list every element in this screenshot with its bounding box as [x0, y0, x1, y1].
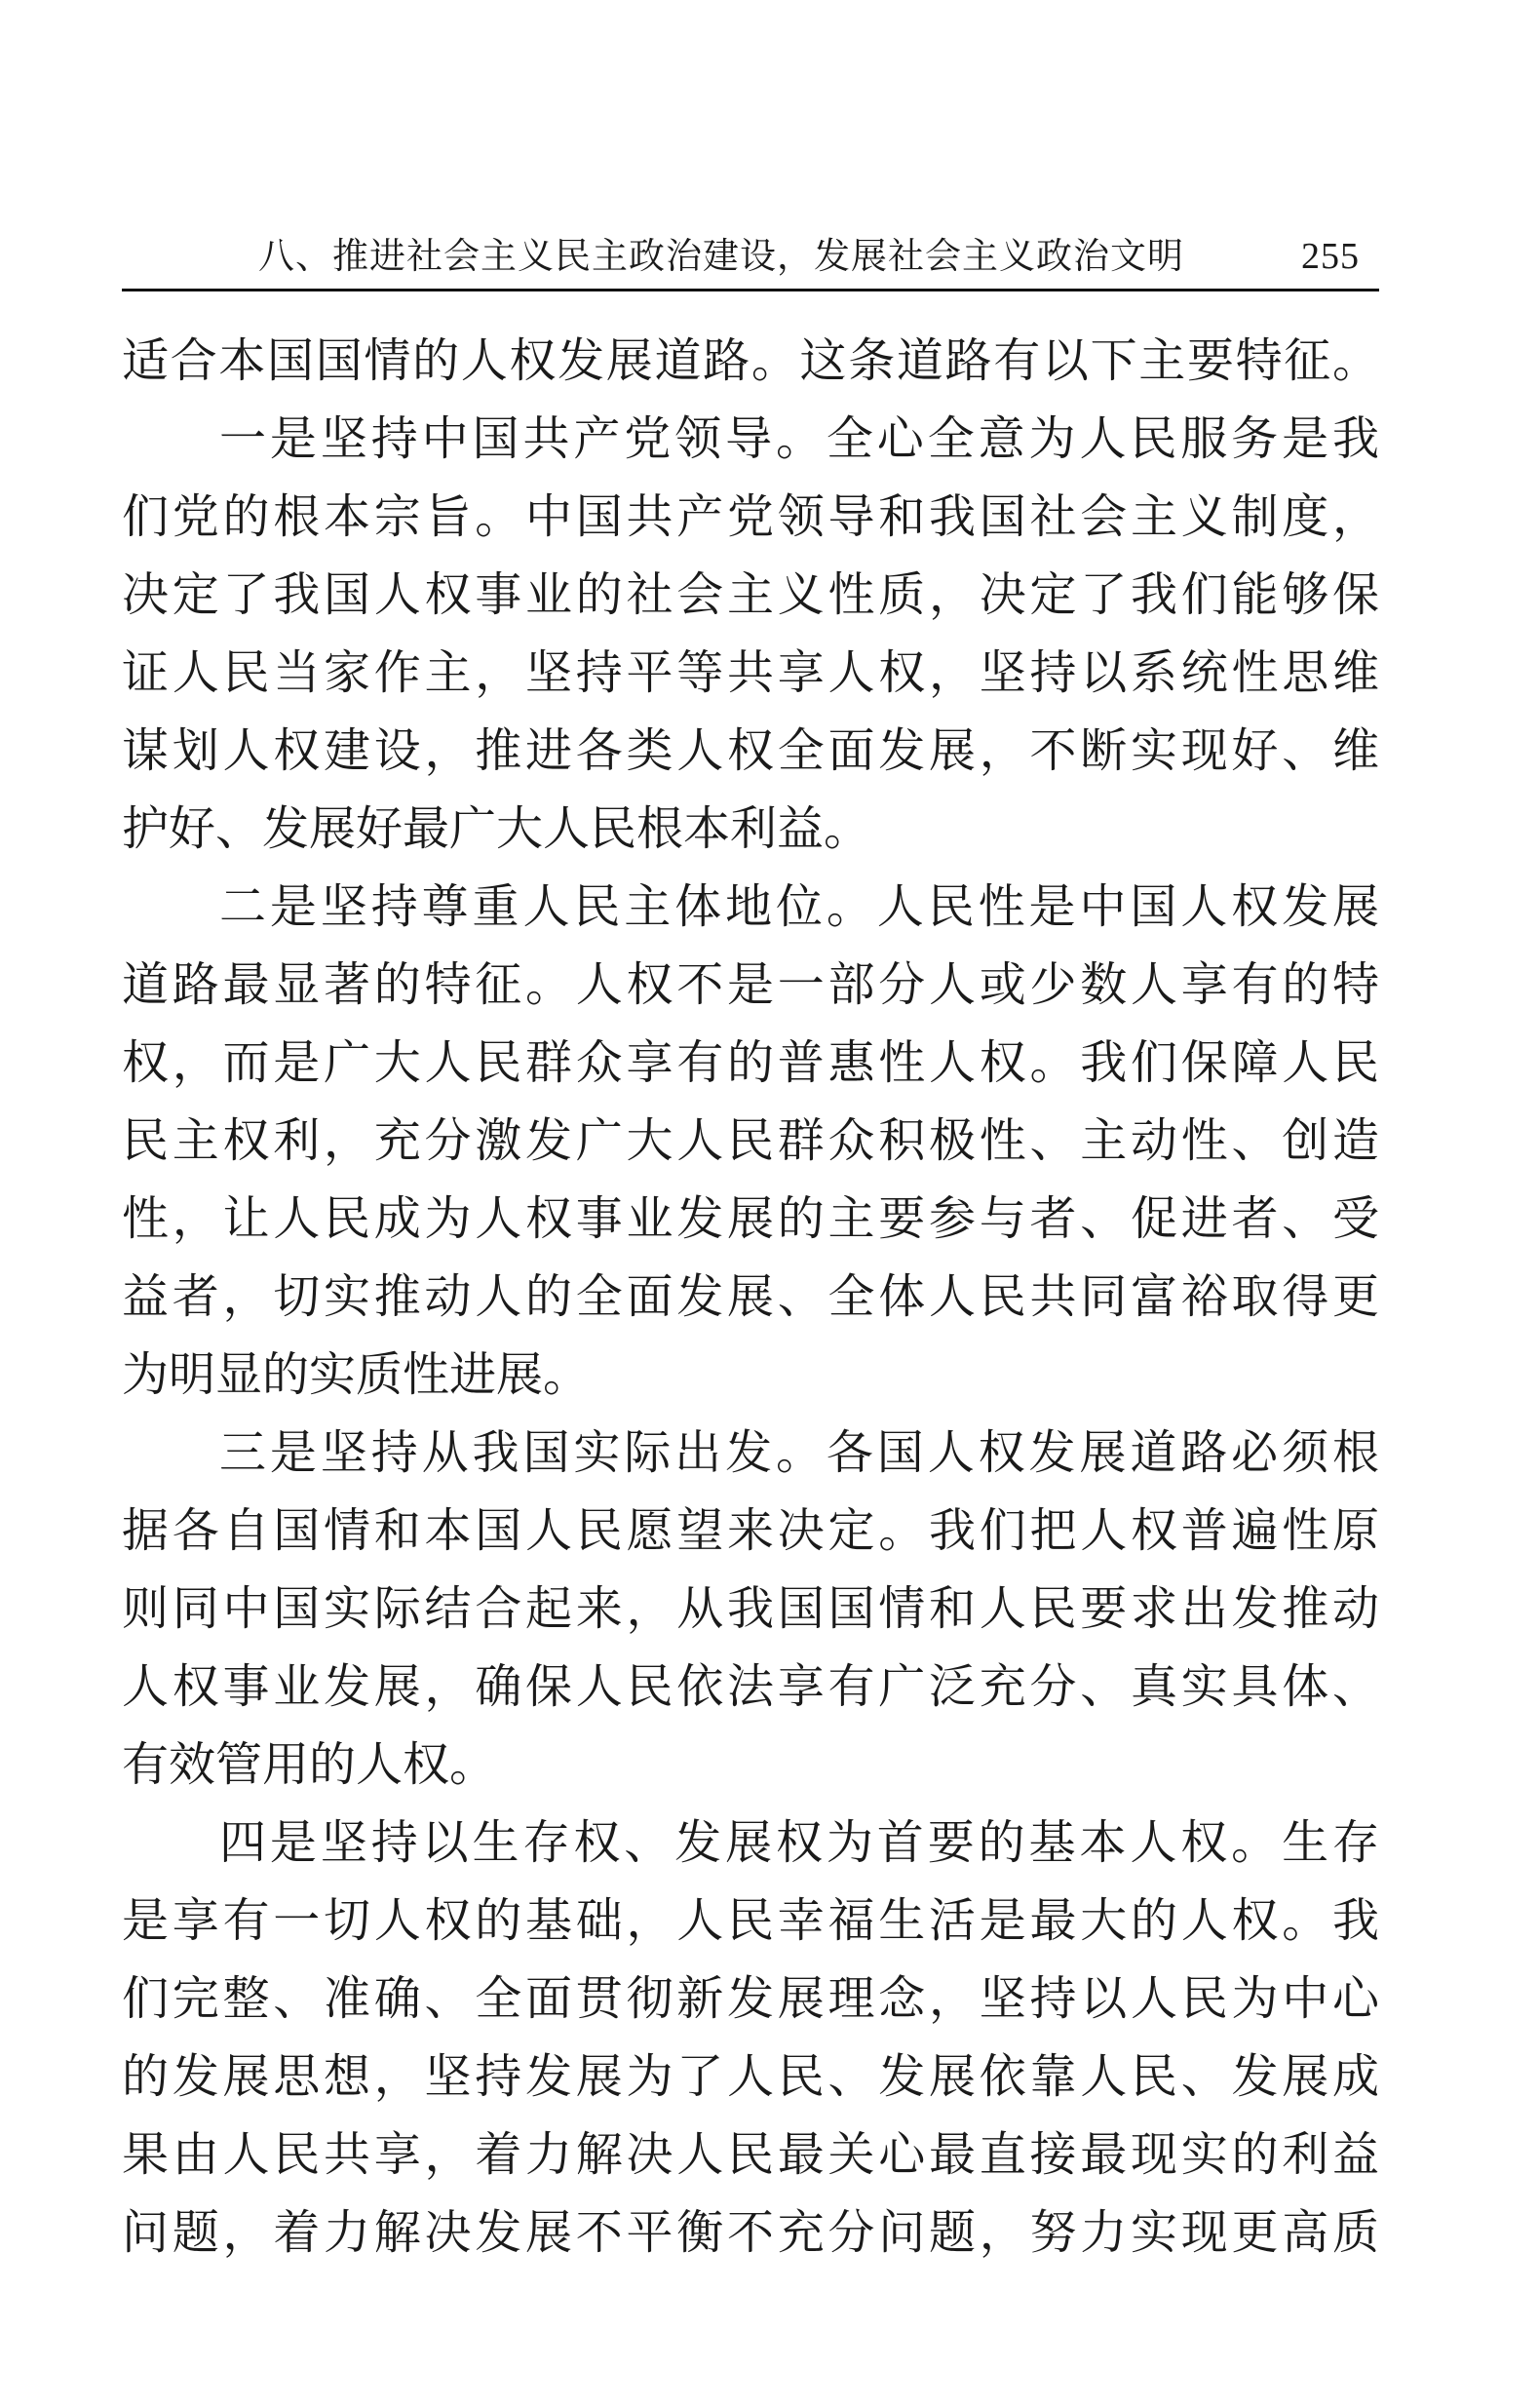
text-line: 性，让人民成为人权事业发展的主要参与者、促进者、受	[122, 1191, 1379, 1246]
paragraph-end-line: 护好、发展好最广大人民根本利益。	[122, 801, 871, 856]
text-line: 问题，着力解决发展不平衡不充分问题，努力实现更高质	[122, 2205, 1379, 2260]
text-line: 民主权利，充分激发广大人民群众积极性、主动性、创造	[122, 1113, 1379, 1168]
paragraph-start-line: 二是坚持尊重人民主体地位。人民性是中国人权发展	[219, 879, 1379, 934]
text-line: 权，而是广大人民群众享有的普惠性人权。我们保障人民	[122, 1035, 1379, 1090]
text-line: 们完整、准确、全面贯彻新发展理念，坚持以人民为中心	[122, 1971, 1379, 2026]
text-line: 们党的根本宗旨。中国共产党领导和我国社会主义制度，	[122, 489, 1379, 544]
text-line: 道路最显著的特征。人权不是一部分人或少数人享有的特	[122, 957, 1379, 1012]
paragraph-end-line: 有效管用的人权。	[122, 1737, 497, 1792]
text-line: 的发展思想，坚持发展为了人民、发展依靠人民、发展成	[122, 2049, 1379, 2104]
text-line: 证人民当家作主，坚持平等共享人权，坚持以系统性思维	[122, 645, 1379, 700]
text-line: 是享有一切人权的基础，人民幸福生活是最大的人权。我	[122, 1893, 1379, 1948]
text-line: 决定了我国人权事业的社会主义性质，决定了我们能够保	[122, 567, 1379, 622]
paragraph-start-line: 四是坚持以生存权、发展权为首要的基本人权。生存	[219, 1815, 1379, 1870]
text-line: 人权事业发展，确保人民依法享有广泛充分、真实具体、	[122, 1659, 1379, 1714]
text-line: 据各自国情和本国人民愿望来决定。我们把人权普遍性原	[122, 1503, 1379, 1558]
paragraph-end-line: 为明显的实质性进展。	[122, 1347, 591, 1402]
running-header	[122, 226, 1379, 292]
paragraph-start-line: 三是坚持从我国实际出发。各国人权发展道路必须根	[219, 1425, 1379, 1480]
text-line: 谋划人权建设，推进各类人权全面发展，不断实现好、维	[122, 723, 1379, 778]
page-number: 255	[1301, 236, 1360, 277]
header-rule	[122, 289, 1379, 291]
chapter-title: 八、推进社会主义民主政治建设，发展社会主义政治文明	[258, 235, 1184, 277]
text-line: 则同中国实际结合起来，从我国国情和人民要求出发推动	[122, 1581, 1379, 1636]
body-text	[122, 322, 1379, 2350]
paragraph-start-line: 一是坚持中国共产党领导。全心全意为人民服务是我	[219, 411, 1379, 466]
text-line: 果由人民共享，着力解决人民最关心最直接最现实的利益	[122, 2127, 1379, 2182]
text-line: 适合本国国情的人权发展道路。这条道路有以下主要特征。	[122, 333, 1379, 388]
text-line: 益者，切实推动人的全面发展、全体人民共同富裕取得更	[122, 1269, 1379, 1324]
